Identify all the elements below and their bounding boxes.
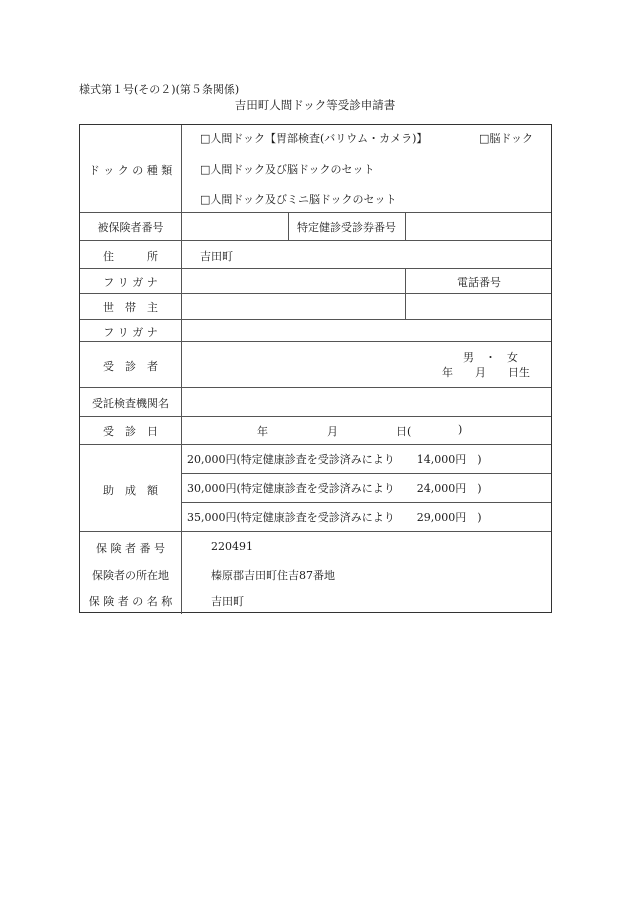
subsidy-divider <box>181 473 551 474</box>
option-ningen-dock[interactable]: □人間ドック【胃部検査(バリウム・カメラ)】 <box>200 132 428 145</box>
subsidy-option-30000[interactable]: 30,000円(特定健康診査を受診済みにより 24,000円 ) <box>187 482 482 495</box>
furigana-label: フ リ ガ ナ <box>103 276 158 289</box>
householder-label: 世 帯 主 <box>103 301 158 314</box>
exam-weekday-close: ) <box>458 423 463 436</box>
label-column-divider <box>181 125 182 614</box>
row-divider <box>80 319 551 320</box>
option-brain-dock[interactable]: □脳ドック <box>479 132 533 145</box>
gender-select[interactable]: 男 ・ 女 <box>463 351 518 364</box>
insurer-location-label: 保険者の所在地 <box>92 569 169 582</box>
examinee-label: 受 診 者 <box>103 360 158 373</box>
insurer-name-value: 吉田町 <box>211 595 244 608</box>
exam-date-label: 受 診 日 <box>103 425 158 438</box>
row-divider <box>80 341 551 342</box>
phone-label: 電話番号 <box>457 276 501 289</box>
cell-divider <box>405 212 406 240</box>
page-title: 吉田町人間ドック等受診申請書 <box>234 98 396 112</box>
furigana-label-2: フ リ ガ ナ <box>103 326 158 339</box>
coupon-number-label: 特定健診受診券番号 <box>297 221 396 234</box>
subsidy-option-35000[interactable]: 35,000円(特定健康診査を受診済みにより 29,000円 ) <box>187 511 482 524</box>
institution-label: 受託検査機関名 <box>92 397 169 410</box>
birth-date-field[interactable]: 年 月 日生 <box>442 366 530 379</box>
subsidy-label: 助 成 額 <box>103 484 158 497</box>
exam-day-unit[interactable]: 日( <box>396 425 412 438</box>
row-divider <box>80 531 551 532</box>
form-number: 様式第１号(その２)(第５条関係) <box>79 83 240 96</box>
application-form <box>79 124 552 613</box>
insurer-location-value: 榛原郡吉田町住吉87番地 <box>211 569 335 582</box>
exam-month-unit[interactable]: 月 <box>327 425 338 438</box>
row-divider <box>80 387 551 388</box>
insurer-number-value: 220491 <box>211 540 253 553</box>
insurer-number-label: 保 険 者 番 号 <box>96 542 165 555</box>
row-divider <box>80 444 551 445</box>
insurer-name-label: 保 険 者 の 名 称 <box>88 595 173 608</box>
row-divider <box>80 293 551 294</box>
row-divider <box>80 416 551 417</box>
option-ningen-brain-set[interactable]: □人間ドック及び脳ドックのセット <box>200 163 375 176</box>
subsidy-divider <box>181 502 551 503</box>
row-divider <box>80 212 551 213</box>
dock-type-label: ド ッ ク の 種 類 <box>88 164 173 177</box>
row-divider <box>80 240 551 241</box>
address-value[interactable]: 吉田町 <box>200 250 233 263</box>
exam-year-unit[interactable]: 年 <box>257 425 268 438</box>
row-divider <box>80 268 551 269</box>
insured-number-label: 被保険者番号 <box>97 221 164 234</box>
option-ningen-mini-brain-set[interactable]: □人間ドック及びミニ脳ドックのセット <box>200 193 397 206</box>
address-label: 住 所 <box>103 250 158 263</box>
subsidy-option-20000[interactable]: 20,000円(特定健康診査を受診済みにより 14,000円 ) <box>187 453 482 466</box>
